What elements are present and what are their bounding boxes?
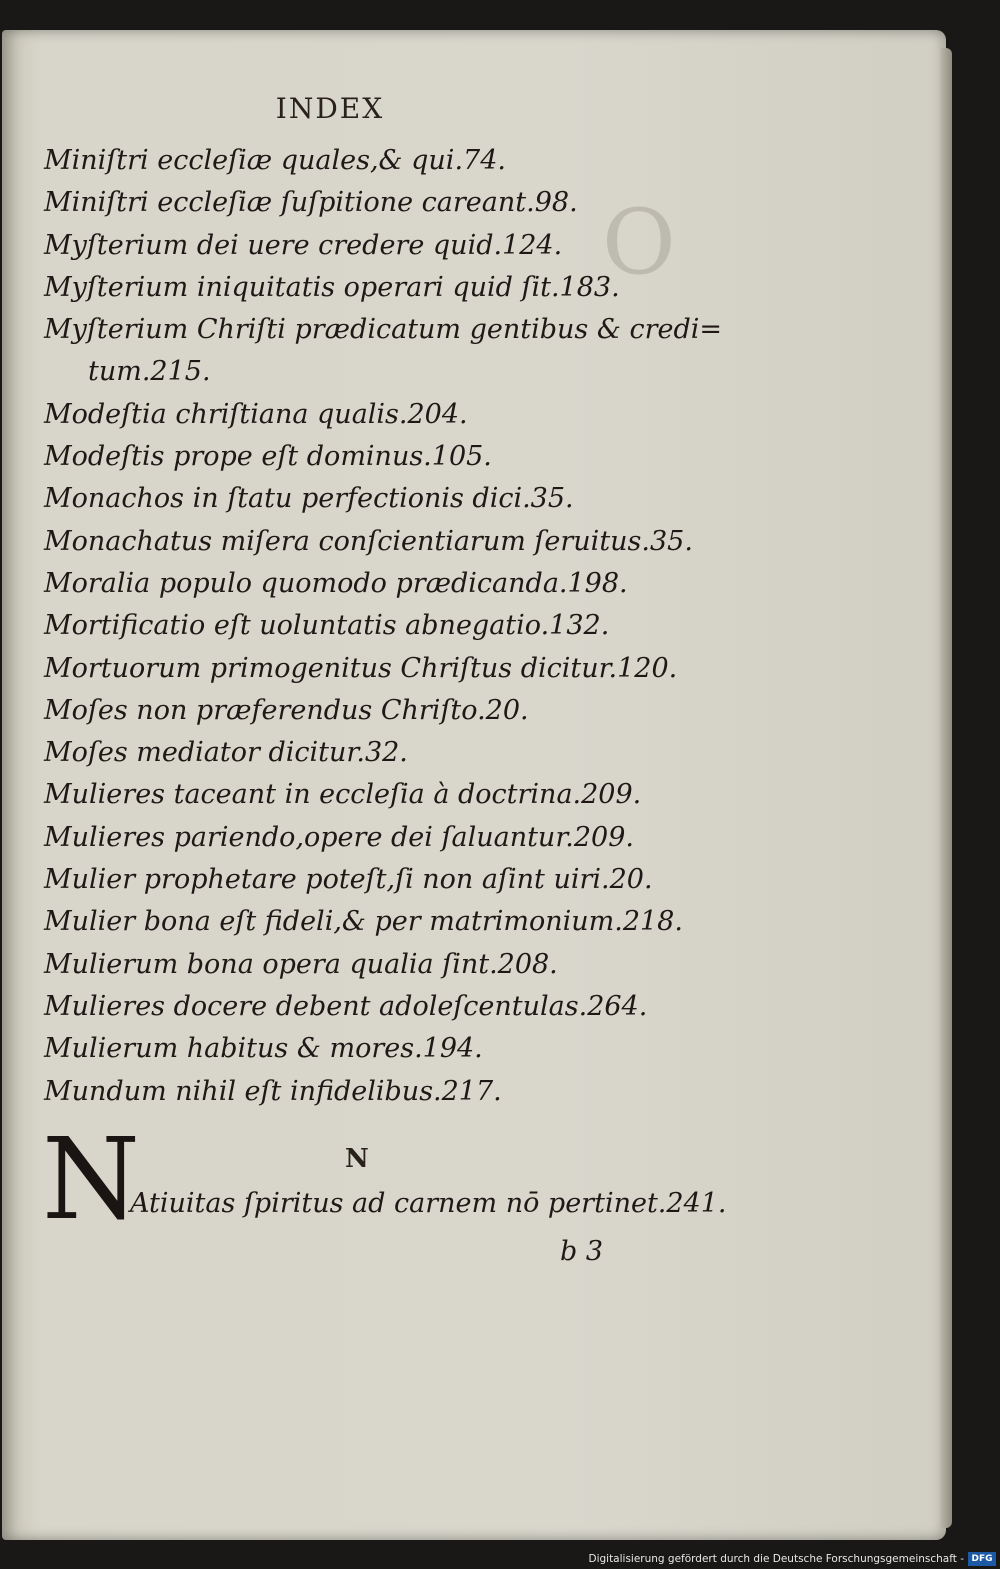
entry-text: Mulieres pariendo,opere dei ſaluantur.209. [44,821,634,853]
entry-text: Miniſtri eccleſiæ ſuſpitione careant.98. [44,187,578,219]
index-entry [44,436,744,478]
page-edge [940,48,952,1528]
bleed-through-mark: O [602,190,676,295]
index-entry [44,774,744,816]
entry-text: Monachatus miſera conſcientiarum ſeruitus.35. [44,525,693,557]
section-letter: N [345,1144,369,1174]
index-entry [44,732,744,774]
index-entry [44,944,744,986]
entry-text: Mulier bona eſt fideli,& per matrimonium.218. [44,906,683,938]
entry-text: Mortuorum primogenitus Chriſtus dicitur.120. [44,652,678,684]
index-entry [44,309,744,394]
index-entry [44,182,744,224]
entry-text: Mulierum habitus & mores.194. [44,1033,483,1065]
index-entry [44,605,744,647]
entry-text: Myſterium Chriſti prædicatum gentibus & credi= [44,314,723,346]
entry-text: Mortificatio eſt uoluntatis abnegatio.132. [44,610,610,642]
index-entry [44,1028,744,1070]
entry-text: Mundum nihil eſt infidelibus.217. [44,1075,502,1107]
index-entry [44,690,744,732]
footer-credit: Digitalisierung gefördert durch die Deutsche Forschungsgemeinschaft - [588,1553,964,1565]
index-entry [44,1071,744,1113]
index-entry [44,986,744,1028]
index-entry [44,394,744,436]
index-entry [44,521,744,563]
entry-text: Mulierum bona opera qualia ſint.208. [44,948,558,980]
entry-text: Miniſtri eccleſiæ quales,& qui.74. [44,145,506,176]
entry-continuation: tum.215. [88,356,211,388]
entry-text: Moralia populo quomodo prædicanda.198. [44,567,628,599]
entry-text: Myſterium iniquitatis operari quid ſit.183. [44,271,620,303]
index-entry [44,859,744,901]
footer-bar [0,1545,1000,1569]
index-entry [44,901,744,943]
signature-mark: b 3 [560,1236,604,1267]
index-entry-n: Atiuitas ſpiritus ad carnem nō pertinet.241. [130,1188,727,1219]
dfg-logo-icon: DFG [968,1552,996,1566]
entry-text: Moſes mediator dicitur.32. [44,737,408,769]
entry-text: Modeſtis prope eſt dominus.105. [44,441,492,473]
page-header: INDEX [275,92,385,125]
dropcap-initial: N [42,1115,140,1245]
entry-text: Myſterium dei uere credere quid.124. [44,229,563,261]
entry-text: Mulieres docere debent adoleſcentulas.264. [44,990,648,1022]
index-entry [44,267,744,309]
entry-text: Monachos in ſtatu perfectionis dici.35. [44,483,574,515]
index-entry [44,563,744,605]
index-entry [44,478,744,520]
entry-text: Moſes non præferendus Chriſto.20. [44,694,529,726]
index-entry [44,817,744,859]
index-entry [44,648,744,690]
index-entries [44,140,744,1113]
entry-text: Mulier prophetare poteſt,ſi non aſint uiri.20. [44,864,653,896]
entry-text: Modeſtia chriſtiana qualis.204. [44,398,468,430]
index-entry [44,225,744,267]
entry-text: Mulieres taceant in eccleſia à doctrina.209. [44,779,642,811]
index-entry [44,140,744,182]
